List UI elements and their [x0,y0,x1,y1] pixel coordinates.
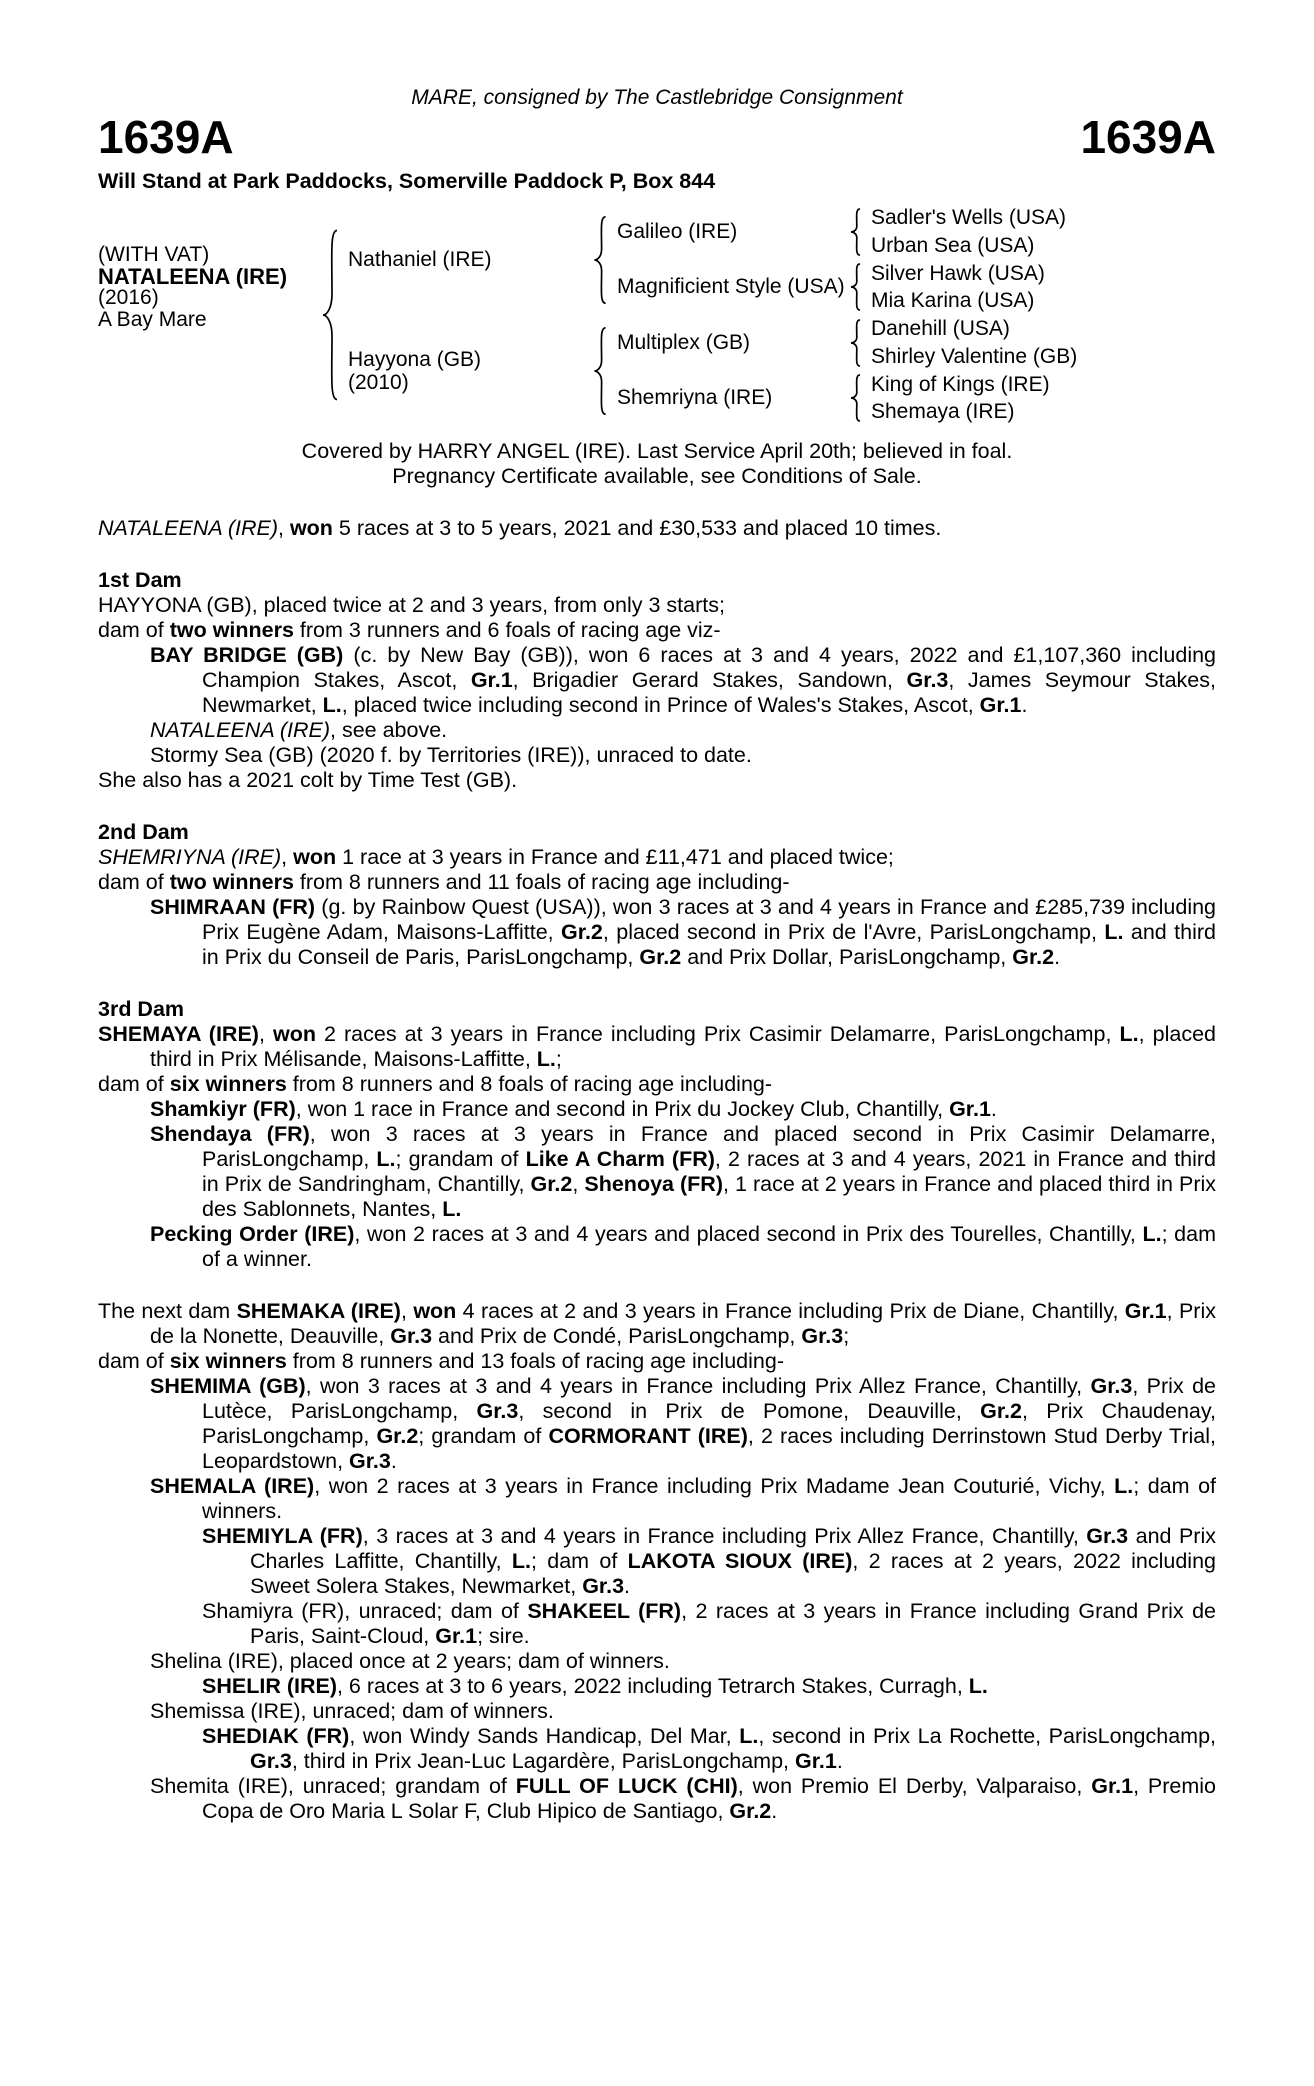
body-paragraph: BAY BRIDGE (GB) (c. by New Bay (GB)), won 6 races at 3 and 4 years, 2022 and £1,107,360 including Champion Stakes, Ascot, Gr.1, Brigadier Gerard Stakes, Sandown, Gr.3, James Seymour Stakes, Newmarket, L., placed twice including second in Prince of Wales's Stakes, Ascot, Gr.1. [150,643,1217,717]
pregnancy-certificate-line: Pregnancy Certificate available, see Conditions of Sale. [392,464,922,488]
covering-line: Covered by HARRY ANGEL (IRE). Last Service April 20th; believed in foal. [301,439,1013,463]
body-paragraph: Pecking Order (IRE), won 2 races at 3 and 4 years and placed second in Prix des Tourelles, Chantilly, L.; dam of a winner. [150,1222,1216,1271]
brace-icon [849,319,862,367]
body-paragraph: HAYYONA (GB), placed twice at 2 and 3 years, from only 3 starts; [98,593,725,617]
catalogue-page [0,86,1314,2086]
sire-name: Nathaniel (IRE) [348,248,492,271]
generation1-brace [320,204,340,426]
body-paragraph: dam of two winners from 8 runners and 11 foals of racing age including- [98,870,790,894]
sire-name-cell [340,204,592,315]
dam-dam-group [608,371,1314,427]
sire-parents [608,204,1314,315]
mare-colour-sex: A Bay Mare [98,307,207,331]
dam-dam-brace [849,371,862,427]
sire-sire-sire-name: Sadler's Wells (USA) [871,206,1066,230]
body-paragraph: Shamkiyr (FR), won 1 race in France and second in Prix du Jockey Club, Chantilly, Gr.1. [150,1097,997,1121]
body-paragraph: Shendaya (FR), won 3 races at 3 years in France and placed second in Prix Casimir Delamarre, ParisLongchamp, L.; grandam of Like A Charm (FR), 2 races at 3 and 4 years, 2021 in France and third in Prix de Sandringham, Chantilly, Gr.2, Shenoya (FR), 1 race at 2 years in France and placed third in Prix des Sablonnets, Nantes, L. [150,1122,1217,1221]
dam-name-cell [340,315,592,426]
body-paragraph: SHEMIYLA (FR), 3 races at 3 and 4 years in France including Prix Allez France, Chantilly, Gr.3 and Prix Charles Laffitte, Chantilly, L.; dam of LAKOTA SIOUX (IRE), 2 races at 2 years, 2022 including Sweet Solera Stakes, Newmarket, Gr.3. [202,1524,1216,1598]
body-paragraph: SHIMRAAN (FR) (g. by Rainbow Quest (USA)), won 3 races at 3 and 4 years in France and £285,739 including Prix Eugène Adam, Maisons-Laffitte, Gr.2, placed second in Prix de l'Avre, ParisLongchamp, L. and third in Prix du Conseil de Paris, ParisLongchamp, Gr.2 and Prix Dollar, ParisLongchamp, Gr.2. [150,895,1217,969]
body-paragraph: She also has a 2021 colt by Time Test (GB). [98,768,518,792]
dam-sire-sire-name: Danehill (USA) [871,317,1010,341]
consignment-line: MARE, consigned by The Castlebridge Consignment [411,86,903,109]
body-paragraph: Shemissa (IRE), unraced; dam of winners. [150,1699,554,1723]
dam-brace [592,315,608,426]
mare-foaling-year: (2016) [98,286,159,309]
pedigree-table [98,204,1314,426]
stand-location-line: Will Stand at Park Paddocks, Somerville Paddock P, Box 844 [98,169,716,193]
dam-dam-dam-name: Shemaya (IRE) [871,400,1015,424]
dam-dam-name: Shemriyna (IRE) [617,386,773,410]
brace-icon [849,374,862,422]
sire-sire-group [608,204,1314,260]
lot-number-right: 1639A [1080,111,1216,163]
sire-sire-parents [862,204,1066,260]
dam-parents [608,315,1314,426]
brace-icon [849,208,862,256]
body-paragraph: Shelina (IRE), placed once at 2 years; dam of winners. [150,1649,670,1673]
brace-icon [592,326,608,416]
dam-sire-brace [849,315,862,371]
catalogue-body [98,516,1216,1824]
pedigree-generations [340,204,1314,426]
body-paragraph: NATALEENA (IRE), see above. [150,718,448,742]
dam-sire-dam-name: Shirley Valentine (GB) [871,344,1078,368]
sire-sire-name: Galileo (IRE) [617,219,738,243]
dam-dam-parents [862,371,1050,427]
dam-name: Hayyona (GB) [348,347,482,371]
mare-name: NATALEENA (IRE) [98,263,288,289]
body-paragraph: SHEMRIYNA (IRE), won 1 race at 3 years in France and £11,471 and placed twice; [98,845,894,869]
mare-summary [98,204,320,426]
sire-dam-dam-name: Mia Karina (USA) [871,289,1035,313]
sire-dam-group [608,260,1314,316]
dam-sire-group [608,315,1314,371]
body-paragraph: SHEDIAK (FR), won Windy Sands Handicap, Del Mar, L., second in Prix La Rochette, ParisLongchamp, Gr.3, third in Prix Jean-Luc Lagardère, ParisLongchamp, Gr.1. [202,1724,1216,1773]
body-paragraph: dam of two winners from 3 runners and 6 foals of racing age viz- [98,618,721,642]
sire-sire-dam-name: Urban Sea (USA) [871,233,1035,257]
dam-sire-parents [862,315,1077,371]
body-paragraph: Shamiyra (FR), unraced; dam of SHAKEEL (FR), 2 races at 3 years in France including Grand Prix de Paris, Saint-Cloud, Gr.1; sire. [202,1599,1216,1648]
body-paragraph: dam of six winners from 8 runners and 13 foals of racing age including- [98,1349,784,1373]
sire-dam-brace [849,260,862,316]
covering-details [0,439,1314,489]
sire-brace [592,204,608,315]
body-paragraph: SHEMAYA (IRE), won 2 races at 3 years in France including Prix Casimir Delamarre, ParisLongchamp, L., placed third in Prix Mélisande, Maisons-Laffitte, L.; [98,1022,1216,1071]
dam-dam-sire-name: King of Kings (IRE) [871,372,1050,396]
body-paragraph: Shemita (IRE), unraced; grandam of FULL OF LUCK (CHI), won Premio El Derby, Valparaiso, Gr.1, Premio Copa de Oro Maria L Solar F, Club Hipico de Santiago, Gr.2. [150,1774,1217,1823]
dam-foaling-year: (2010) [348,370,409,394]
sire-sire-brace [849,204,862,260]
sire-branch [340,204,1314,315]
lot-number-row [98,112,1216,162]
brace-icon [849,263,862,311]
body-paragraph: dam of six winners from 8 runners and 8 foals of racing age including- [98,1072,773,1096]
dam-sire-name: Multiplex (GB) [617,330,751,354]
brace-icon [592,215,608,305]
section-heading: 2nd Dam [98,820,189,844]
body-paragraph: SHEMALA (IRE), won 2 races at 3 years in France including Prix Madame Jean Couturié, Vichy, L.; dam of winners. [150,1474,1216,1523]
section-heading: 1st Dam [98,568,182,592]
dam-branch [340,315,1314,426]
body-paragraph: SHEMIMA (GB), won 3 races at 3 and 4 years in France including Prix Allez France, Chantilly, Gr.3, Prix de Lutèce, ParisLongchamp, Gr.3, second in Prix de Pomone, Deauville, Gr.2, Prix Chaudenay, ParisLongchamp, Gr.2; grandam of CORMORANT (IRE), 2 races including Derrinstown Stud Derby Trial, Leopardstown, Gr.3. [150,1374,1217,1473]
body-paragraph: NATALEENA (IRE), won 5 races at 3 to 5 years, 2021 and £30,533 and placed 10 times. [98,516,942,540]
body-paragraph: Stormy Sea (GB) (2020 f. by Territories (IRE)), unraced to date. [150,743,752,767]
vat-note: (WITH VAT) [98,243,210,266]
section-heading: 3rd Dam [98,997,185,1021]
body-paragraph: The next dam SHEMAKA (IRE), won 4 races at 2 and 3 years in France including Prix de Diane, Chantilly, Gr.1, Prix de la Nonette, Deauville, Gr.3 and Prix de Condé, ParisLongchamp, Gr.3; [98,1299,1216,1348]
sire-dam-sire-name: Silver Hawk (USA) [871,261,1045,285]
body-paragraph: SHELIR (IRE), 6 races at 3 to 6 years, 2022 including Tetrarch Stakes, Curragh, L. [202,1674,988,1698]
lot-number-left: 1639A [98,111,234,163]
sire-dam-name: Magnificient Style (USA) [617,275,845,299]
brace-icon [320,227,340,403]
sire-dam-parents [862,260,1045,316]
